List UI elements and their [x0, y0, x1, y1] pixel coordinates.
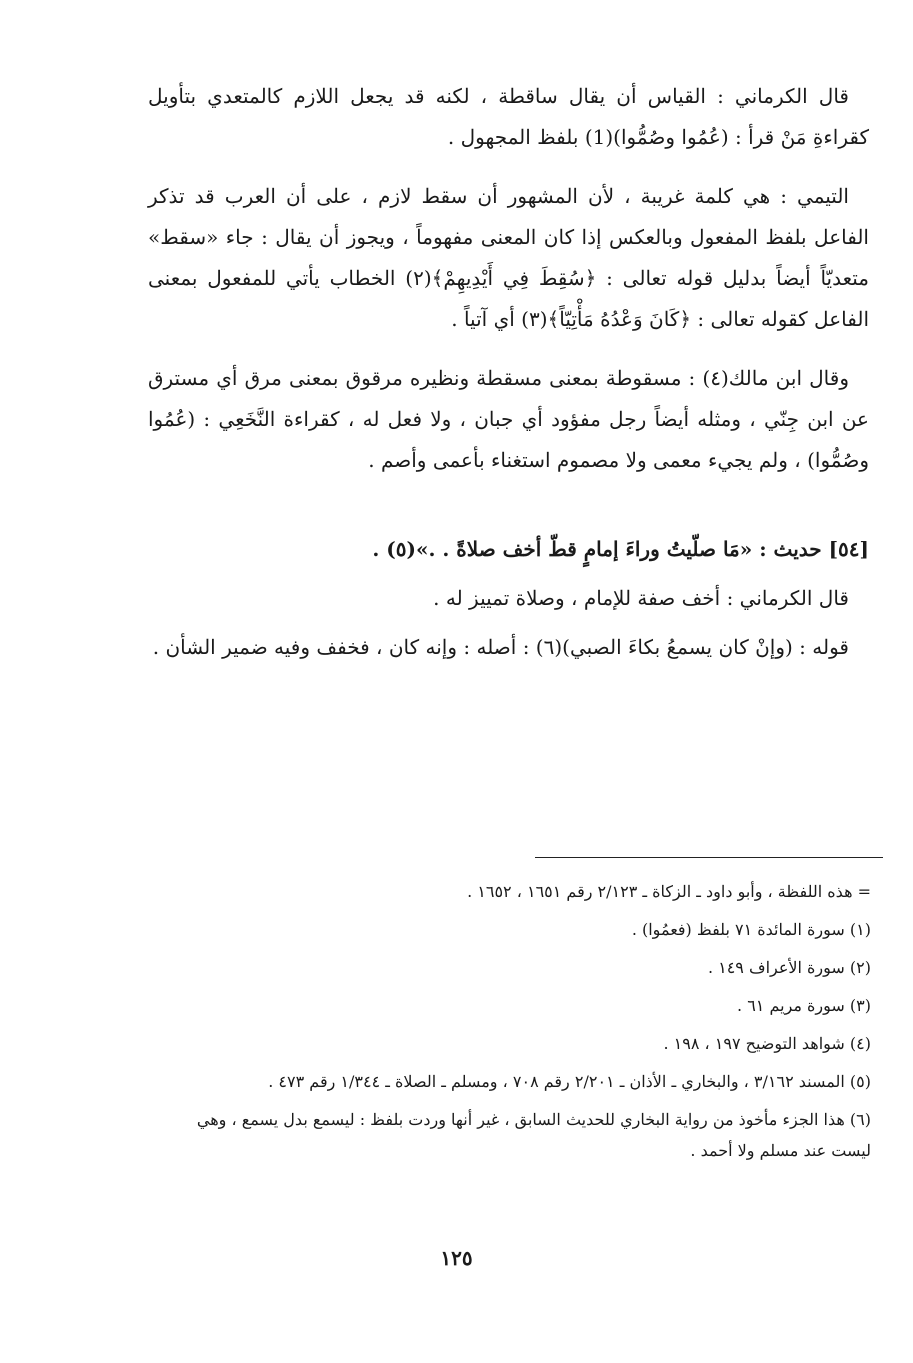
footnote-5: (٥) المسند ٣/١٦٢ ، والبخاري ـ الأذان ـ ٢/٢٠١ رقم ٧٠٨ ، ومسلم ـ الصلاة ـ ١/٣٤٤ رقم ٤٧٣ . — [268, 1072, 871, 1091]
main-text — [148, 76, 869, 668]
footnote-6: (٦) هذا الجزء مأخوذ من رواية البخاري للحديث السابق ، غير أنها وردت بلفظ : ليسمع بدل يسمع ، وهي ليست عند مسلم ولا أحمد . — [196, 1110, 871, 1160]
footnote-3: (٣) سورة مريم ٦١ . — [737, 996, 871, 1015]
paragraph-ibn-malik: وقال ابن مالك(٤) : مسقوطة بمعنى مسقطة ونظيره مرقوق بمعنى مرق أي مسترق عن ابن جِنّي ، ومثله أيضاً رجل مفؤود أي جبان ، ولا فعل له ، كقراءة النَّخَعِي : (عُمُوا وصُمُّوا) ، ولم يجيء معمى ولا مصموم استغناء بأعمى وأصم . — [148, 366, 869, 472]
footnote-1: (١) سورة المائدة ٧١ بلفظ (فعمُوا) . — [631, 920, 871, 939]
paragraph-taymi: التيمي : هي كلمة غريبة ، لأن المشهور أن سقط لازم ، على أن العرب قد تذكر الفاعل بلفظ المفعول وبالعكس إذا كان المعنى مفهوماً ، ويجوز أن يقال : جاء «سقط» متعديّاً أيضاً بدليل قوله تعالى : ﴿سُقِطَ فِي أَيْدِيهِمْ﴾(٢) الخطاب يأتي للمفعول بمعنى الفاعل كقوله تعالى : ﴿كَانَ وَعْدُهُ مَأْتِيّاً﴾(٣) أي آتياً . — [148, 184, 869, 331]
paragraph-kirmani-2: قال الكرماني : أخف صفة للإمام ، وصلاة تمييز له . — [433, 586, 849, 610]
footnotes — [160, 876, 871, 1173]
footnote-4: (٤) شواهد التوضيح ١٩٧ ، ١٩٨ . — [663, 1034, 871, 1053]
footnote-continuation: = هذه اللفظة ، وأبو داود ـ الزكاة ـ ٢/١٢٣ رقم ١٦٥١ ، ١٦٥٢ . — [467, 882, 871, 901]
footnote-2: (٢) سورة الأعراف ١٤٩ . — [707, 958, 871, 977]
paragraph-kirmani-1: قال الكرماني : القياس أن يقال ساقطة ، لكنه قد يجعل اللازم كالمتعدي بتأويل كقراءةِ مَنْ قرأ : (عُمُوا وصُمُّوا)(1) بلفظ المجهول . — [148, 84, 869, 149]
hadith-heading: [٥٤] حديث : «مَا صلّيتُ وراءَ إمامٍ قطّ أخف صلاةً . .»(٥) . — [372, 537, 869, 561]
page-number: ١٢٥ — [440, 1246, 473, 1270]
footnote-separator — [535, 857, 883, 858]
paragraph-qawluhu: قوله : (وإنْ كان يسمعُ بكاءَ الصبي)(٦) : أصله : وإنه كان ، فخفف وفيه ضمير الشأن . — [152, 635, 849, 659]
